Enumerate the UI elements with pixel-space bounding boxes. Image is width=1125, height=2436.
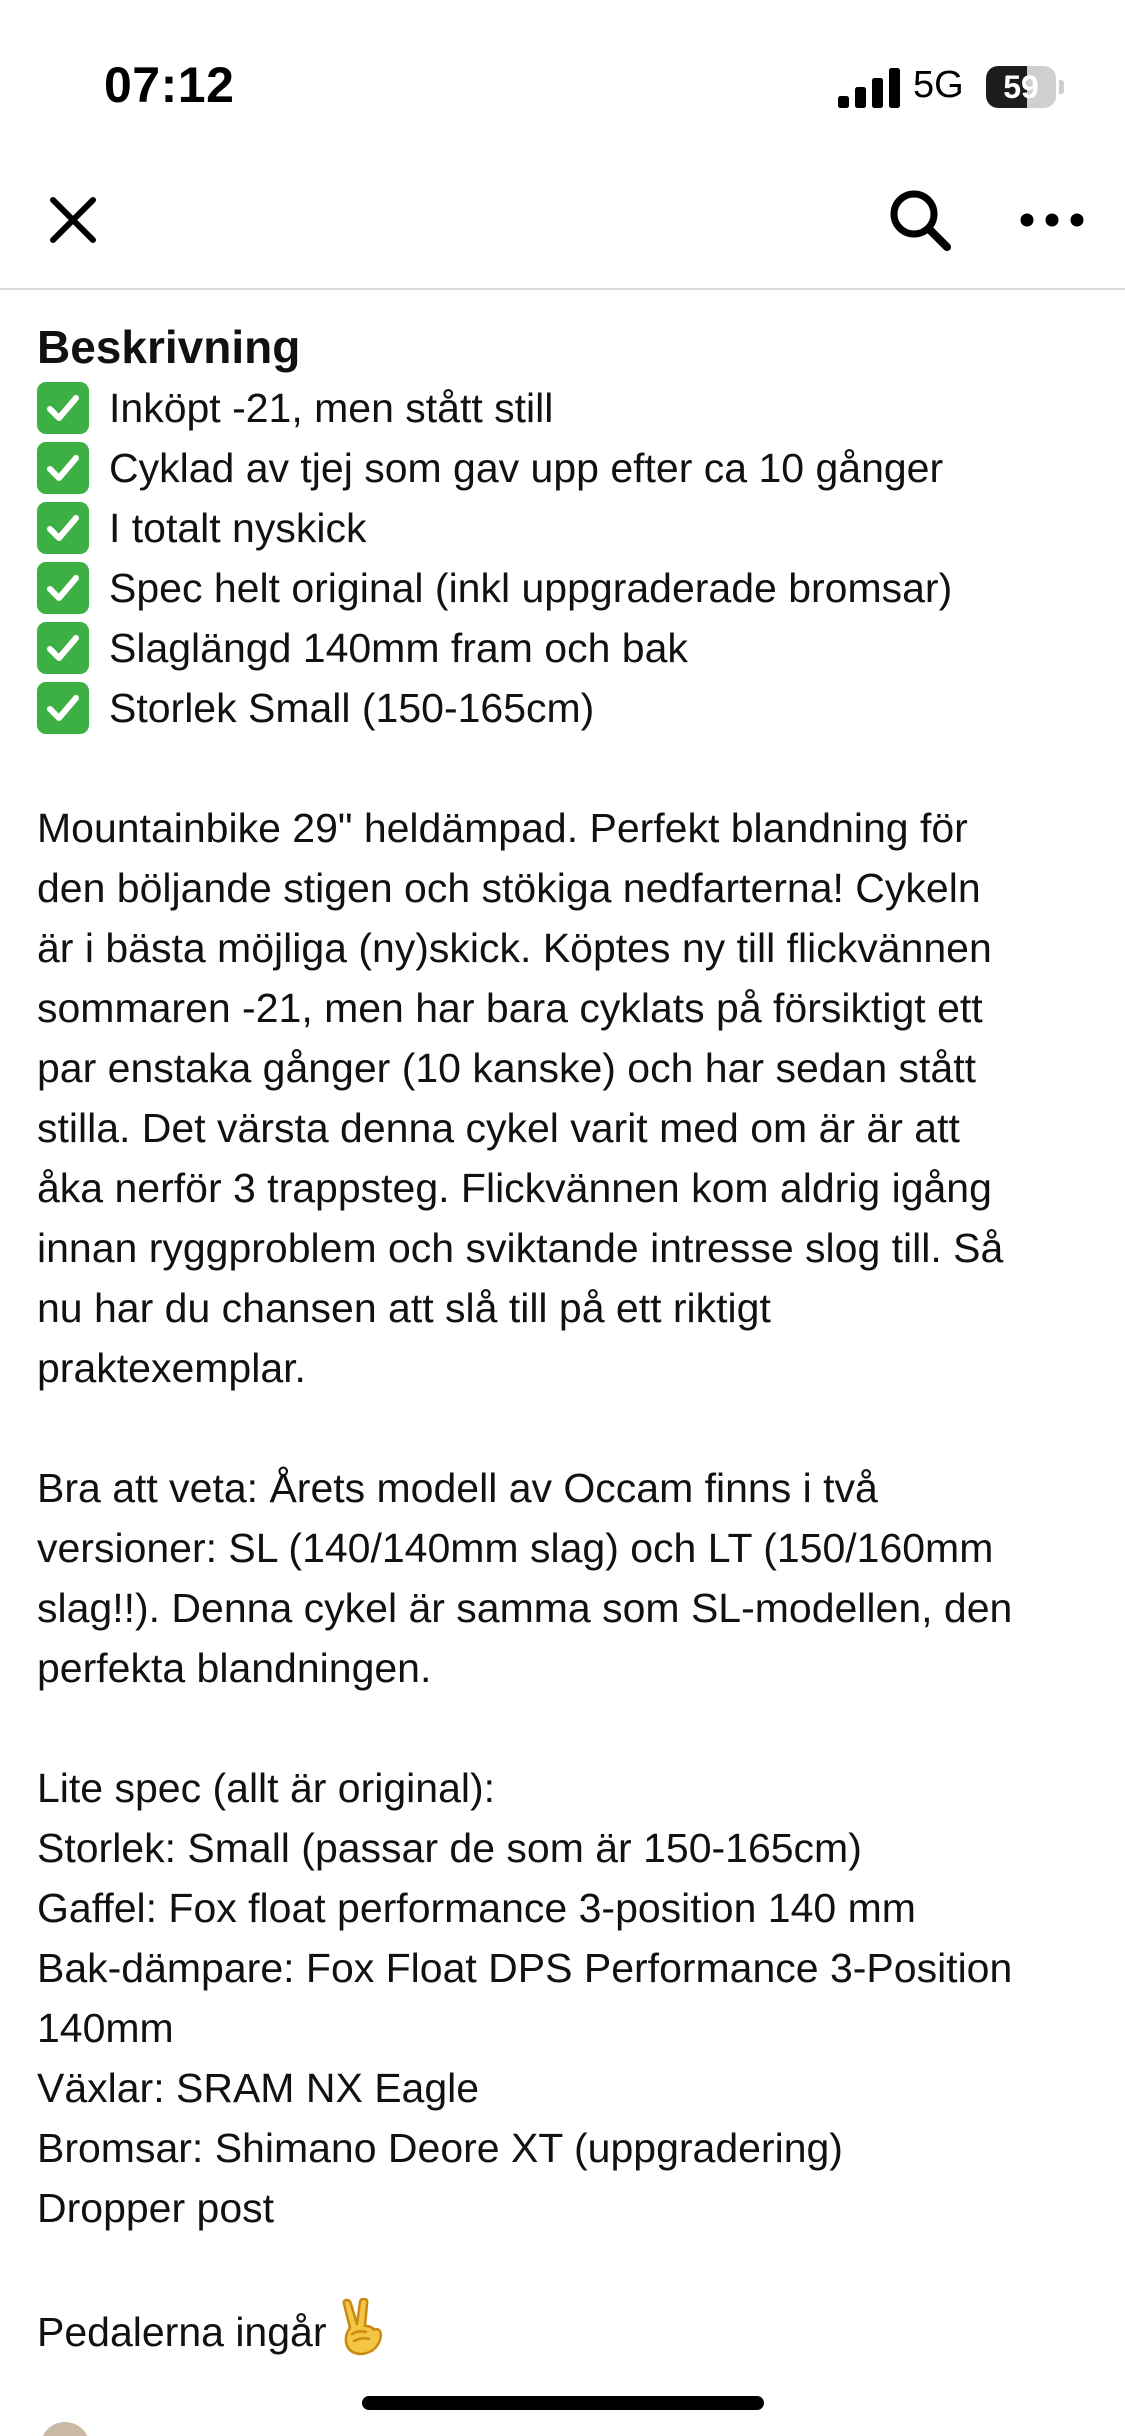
close-button[interactable] (33, 180, 113, 260)
more-options-button[interactable] (1012, 180, 1092, 260)
text-line: stilla. Det värsta denna cykel varit med om är är att (37, 1105, 960, 1151)
search-icon (887, 187, 953, 253)
description-paragraph-1 (37, 798, 1097, 1398)
checklist-item (37, 618, 1097, 678)
search-button[interactable] (880, 180, 960, 260)
text-line: perfekta blandningen. (37, 1645, 432, 1691)
check-mark-icon (37, 382, 89, 434)
battery-body (986, 66, 1056, 108)
spec-line: Storlek: Small (passar de som är 150-165cm) (37, 1825, 862, 1871)
spec-line: Bak-dämpare: Fox Float DPS Performance 3-Position (37, 1945, 1013, 1991)
text-line: slag!!). Denna cykel är samma som SL-modellen, den (37, 1585, 1013, 1631)
more-horizontal-icon (1019, 210, 1085, 230)
text-line: versioner: SL (140/140mm slag) och LT (150/160mm (37, 1525, 994, 1571)
spec-line: Gaffel: Fox float performance 3-position 140 mm (37, 1885, 916, 1931)
battery-percent: 59 (1003, 69, 1039, 105)
battery-cap (1059, 80, 1064, 94)
checklist-text: Storlek Small (150-165cm) (109, 685, 595, 731)
text-line: innan ryggproblem och sviktande intresse slog till. Så (37, 1225, 1004, 1271)
checklist-item (37, 678, 1097, 738)
text-line: par enstaka gånger (10 kanske) och har sedan stått (37, 1045, 977, 1091)
home-indicator[interactable] (362, 2396, 764, 2410)
spec-line: 140mm (37, 2005, 174, 2051)
closing-text: Pedalerna ingår (37, 2309, 327, 2355)
text-line: åka nerför 3 trappsteg. Flickvännen kom aldrig igång (37, 1165, 992, 1211)
victory-hand-icon (336, 2298, 386, 2356)
check-mark-icon (37, 502, 89, 554)
checklist-text: Slaglängd 140mm fram och bak (109, 625, 688, 671)
spec-line: Växlar: SRAM NX Eagle (37, 2065, 480, 2111)
checklist-item (37, 438, 1097, 498)
checklist-text: Inköpt -21, men stått still (109, 385, 554, 431)
description-section (37, 318, 1097, 2362)
battery-icon (986, 66, 1066, 108)
check-mark-icon (37, 442, 89, 494)
status-time: 07:12 (104, 57, 235, 113)
checklist-item (37, 558, 1097, 618)
check-mark-icon (37, 622, 89, 674)
checklist-text: Spec helt original (inkl uppgraderade bromsar) (109, 565, 953, 611)
spec-line: Lite spec (allt är original): (37, 1765, 496, 1811)
text-line: är i bästa möjliga (ny)skick. Köptes ny till flickvännen (37, 925, 992, 971)
check-mark-icon (37, 562, 89, 614)
network-type: 5G (913, 64, 964, 106)
text-line: den böljande stigen och stökiga nedfarterna! Cykeln (37, 865, 981, 911)
nav-bar (0, 150, 1125, 290)
closing-line (37, 2298, 1097, 2362)
status-bar (0, 0, 1125, 150)
section-title: Beskrivning (37, 321, 301, 373)
spec-line: Dropper post (37, 2185, 275, 2231)
cellular-signal-icon (838, 68, 900, 108)
spec-list (37, 1758, 1097, 2238)
check-mark-icon (37, 682, 89, 734)
text-line: nu har du chansen att slå till på ett riktigt (37, 1285, 771, 1331)
close-icon (47, 194, 99, 246)
checklist-item (37, 378, 1097, 438)
text-line: praktexemplar. (37, 1345, 306, 1391)
text-line: sommaren -21, men har bara cyklats på försiktigt ett (37, 985, 983, 1031)
avatar[interactable] (40, 2422, 90, 2436)
text-line: Mountainbike 29" heldämpad. Perfekt blandning för (37, 805, 968, 851)
description-paragraph-2 (37, 1458, 1097, 1698)
checklist (37, 378, 1097, 738)
text-line: Bra att veta: Årets modell av Occam finns i två (37, 1465, 878, 1511)
spec-line: Bromsar: Shimano Deore XT (uppgradering) (37, 2125, 843, 2171)
checklist-item (37, 498, 1097, 558)
checklist-text: I totalt nyskick (109, 505, 367, 551)
checklist-text: Cyklad av tjej som gav upp efter ca 10 gånger (109, 445, 944, 491)
